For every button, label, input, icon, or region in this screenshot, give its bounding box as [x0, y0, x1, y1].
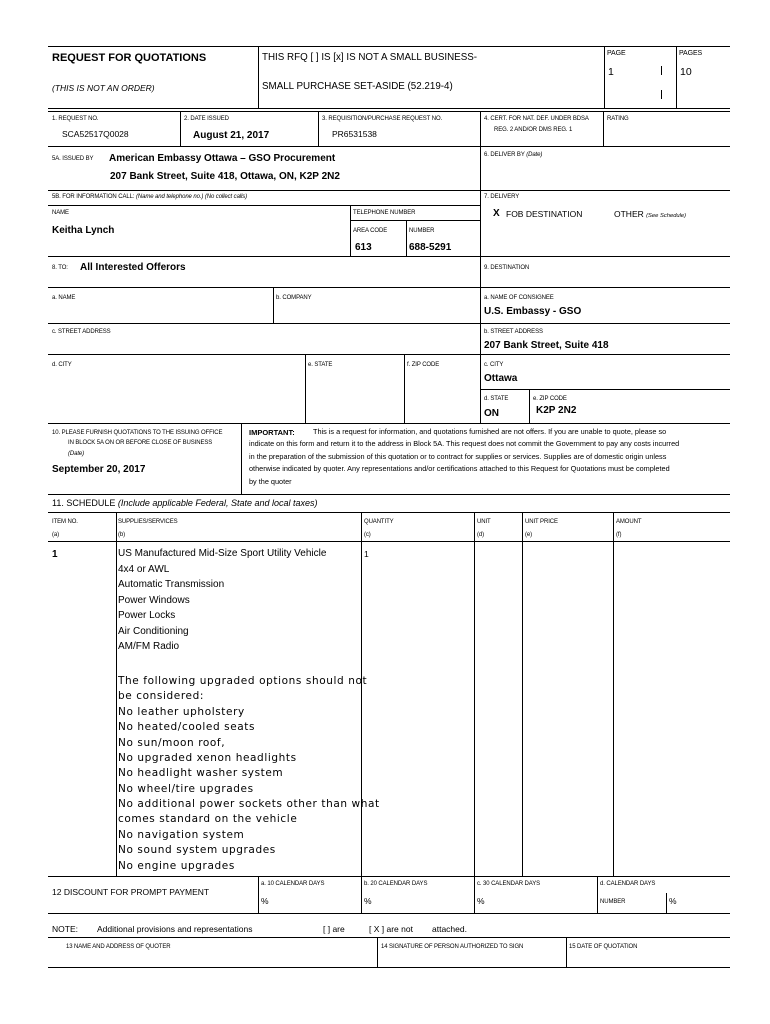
feature-line: Air Conditioning: [118, 626, 189, 637]
feature-line: 4x4 or AWL: [118, 564, 170, 575]
important-line-5: by the quoter: [249, 477, 292, 486]
page-value: 1: [608, 66, 614, 78]
consignee-label: a. NAME OF CONSIGNEE: [484, 295, 554, 301]
cert-label-1: 4. CERT. FOR NAT. DEF. UNDER BDSA: [484, 116, 589, 122]
discount-30-days-label: c. 30 CALENDAR DAYS: [477, 881, 541, 887]
item-quantity: 1: [364, 549, 369, 559]
cert-label-2: REG. 2 AND/OR DMS REG. 1: [494, 127, 573, 133]
number-label: NUMBER: [409, 228, 435, 234]
to-city-label: d. CITY: [52, 362, 72, 368]
dest-zip-label: e. ZIP CODE: [533, 396, 567, 402]
col-item-sub: (a): [52, 532, 60, 538]
feature-line: Power Locks: [118, 610, 176, 621]
to-street-label: c. STREET ADDRESS: [52, 329, 111, 335]
option-line: No engine upgrades: [118, 860, 235, 872]
date-issued-field[interactable]: August 21, 2017: [193, 130, 270, 141]
schedule-title: 11. SCHEDULE (Include applicable Federal, State and local taxes): [52, 498, 318, 508]
col-quantity-header: QUANTITY: [364, 519, 394, 525]
option-line: No headlight washer system: [118, 767, 284, 779]
feature-line: Automatic Transmission: [118, 579, 225, 590]
page-separator-mark: [661, 62, 662, 80]
dest-street-field[interactable]: 207 Bank Street, Suite 418: [484, 340, 609, 351]
phone-number-field[interactable]: 688-5291: [409, 242, 452, 253]
requisition-label: 3. REQUISITION/PURCHASE REQUEST NO.: [322, 116, 443, 122]
discount-10-days-label: a. 10 CALENDAR DAYS: [261, 881, 325, 887]
discount-number-label: NUMBER: [600, 899, 626, 905]
col-unit-price-sub: (e): [525, 532, 533, 538]
area-code-field[interactable]: 613: [355, 242, 372, 253]
delivery-other-label: OTHER (See Schedule): [614, 209, 687, 219]
delivery-label: 7. DELIVERY: [484, 194, 520, 200]
col-unit-sub: (d): [477, 532, 485, 538]
to-company-label: b. COMPANY: [276, 295, 312, 301]
furnish-date-note: (Date): [68, 451, 85, 457]
note-text: Additional provisions and representations: [97, 924, 253, 934]
rating-label: RATING: [607, 116, 629, 122]
col-quantity-sub: (c): [364, 532, 371, 538]
contact-name-field[interactable]: Keitha Lynch: [52, 225, 115, 236]
not-an-order-note: (THIS IS NOT AN ORDER): [52, 83, 155, 93]
rfq-setaside-line2: SMALL PURCHASE SET-ASIDE (52.219-4): [262, 81, 453, 92]
feature-line: US Manufactured Mid-Size Sport Utility Vehicle: [118, 548, 327, 559]
col-unit-header: UNIT: [477, 519, 491, 525]
page-separator-mark: [661, 86, 662, 104]
option-line: No heated/cooled seats: [118, 721, 256, 733]
form-title: REQUEST FOR QUOTATIONS: [52, 52, 207, 64]
note-attached: attached.: [432, 924, 467, 934]
furnish-label-1: 10. PLEASE FURNISH QUOTATIONS TO THE ISSUING OFFICE: [52, 430, 223, 436]
issued-by-label: 5A. ISSUED BY: [52, 156, 94, 162]
pages-value: 10: [680, 66, 692, 78]
item-number: 1: [52, 549, 58, 560]
requisition-field[interactable]: PR6531538: [332, 129, 377, 139]
page-label: PAGE: [607, 50, 626, 57]
important-line-4: otherwise indicated by quoter. Any representations and/or certifications attached to this Request for Quotations must be completed: [249, 464, 670, 473]
important-label: IMPORTANT:: [249, 428, 295, 437]
col-amount-sub: (f): [616, 532, 622, 538]
option-line: No sun/moon roof,: [118, 737, 226, 749]
dest-state-field[interactable]: ON: [484, 408, 499, 419]
consignee-field[interactable]: U.S. Embassy - GSO: [484, 306, 582, 317]
option-line: No additional power sockets other than what: [118, 798, 380, 810]
deliver-by-label: 6. DELIVER BY (Date): [484, 152, 543, 158]
dest-street-label: b. STREET ADDRESS: [484, 329, 543, 335]
area-code-label: AREA CODE: [353, 228, 388, 234]
telephone-label: TELEPHONE NUMBER: [353, 210, 416, 216]
discount-number-field[interactable]: %: [669, 896, 677, 906]
rfq-setaside-line1: THIS RFQ [ ] IS [x] IS NOT A SMALL BUSINESS-: [262, 52, 478, 63]
request-no-field[interactable]: SCA52517Q0028: [62, 129, 129, 139]
provisions-are-check[interactable]: [ ] are: [323, 924, 345, 934]
option-line: comes standard on the vehicle: [118, 813, 298, 825]
important-line-1: This is a request for information, and quotations furnished are not offers. If you are unable to quote, please so: [313, 427, 667, 436]
provisions-are-not-check[interactable]: [ X ] are not: [369, 924, 413, 934]
info-call-label: 5B. FOR INFORMATION CALL: (Name and telephone no.) (No collect calls): [52, 194, 248, 200]
fob-destination-check[interactable]: X: [493, 208, 500, 219]
discount-10-days-field[interactable]: %: [261, 896, 269, 906]
dest-city-field[interactable]: Ottawa: [484, 373, 518, 384]
col-supplies-header: SUPPLIES/SERVICES: [118, 519, 178, 525]
to-name-label: a. NAME: [52, 295, 76, 301]
dest-state-label: d. STATE: [484, 396, 509, 402]
option-line: No navigation system: [118, 829, 245, 841]
to-zip-label: f. ZIP CODE: [407, 362, 440, 368]
col-unit-price-header: UNIT PRICE: [525, 519, 558, 525]
discount-label: 12 DISCOUNT FOR PROMPT PAYMENT: [52, 887, 210, 897]
discount-calendar-days-label: d. CALENDAR DAYS: [600, 881, 656, 887]
furnish-label-2: IN BLOCK 5A ON OR BEFORE CLOSE OF BUSINESS: [68, 440, 213, 446]
feature-line: AM/FM Radio: [118, 641, 180, 652]
note-label: NOTE:: [52, 924, 78, 934]
option-line: No leather upholstery: [118, 706, 245, 718]
feature-line: Power Windows: [118, 595, 190, 606]
quoter-name-label: 13 NAME AND ADDRESS OF QUOTER: [66, 944, 171, 950]
issued-by-line1[interactable]: American Embassy Ottawa – GSO Procurement: [109, 153, 336, 164]
discount-30-days-field[interactable]: %: [477, 896, 485, 906]
discount-20-days-field[interactable]: %: [364, 896, 372, 906]
option-line: The following upgraded options should not: [118, 675, 368, 687]
date-issued-label: 2. DATE ISSUED: [184, 116, 229, 122]
option-line: No upgraded xenon headlights: [118, 752, 297, 764]
quote-due-date-field[interactable]: September 20, 2017: [52, 464, 146, 475]
signature-label: 14 SIGNATURE OF PERSON AUTHORIZED TO SIGN: [381, 944, 524, 950]
col-item-header: ITEM NO.: [52, 519, 78, 525]
option-line: No wheel/tire upgrades: [118, 783, 254, 795]
name-label: NAME: [52, 210, 69, 216]
important-line-3: in the preparation of the submission of this quotation or to contract for supplies or services. Supplies are of domestic origin unless: [249, 452, 667, 461]
pages-label: PAGES: [679, 50, 703, 57]
request-no-label: 1. REQUEST NO.: [52, 116, 99, 122]
col-supplies-sub: (b): [118, 532, 126, 538]
col-amount-header: AMOUNT: [616, 519, 642, 525]
to-label: 8. TO:: [52, 265, 68, 271]
destination-label: 9. DESTINATION: [484, 265, 530, 271]
discount-20-days-label: b. 20 CALENDAR DAYS: [364, 881, 428, 887]
to-field[interactable]: All Interested Offerors: [80, 262, 186, 273]
dest-zip-field[interactable]: K2P 2N2: [536, 405, 577, 416]
issued-by-line2[interactable]: 207 Bank Street, Suite 418, Ottawa, ON, K2P 2N2: [110, 171, 340, 182]
option-line: No sound system upgrades: [118, 844, 276, 856]
dest-city-label: c. CITY: [484, 362, 504, 368]
option-line: be considered:: [118, 690, 204, 702]
quotation-date-label: 15 DATE OF QUOTATION: [569, 944, 638, 950]
important-line-2: indicate on this form and return it to the address in Block 5A. This request does not commit the Government to pay any costs incurred: [249, 439, 680, 448]
fob-destination-label: FOB DESTINATION: [506, 209, 583, 219]
to-state-label: e. STATE: [308, 362, 333, 368]
